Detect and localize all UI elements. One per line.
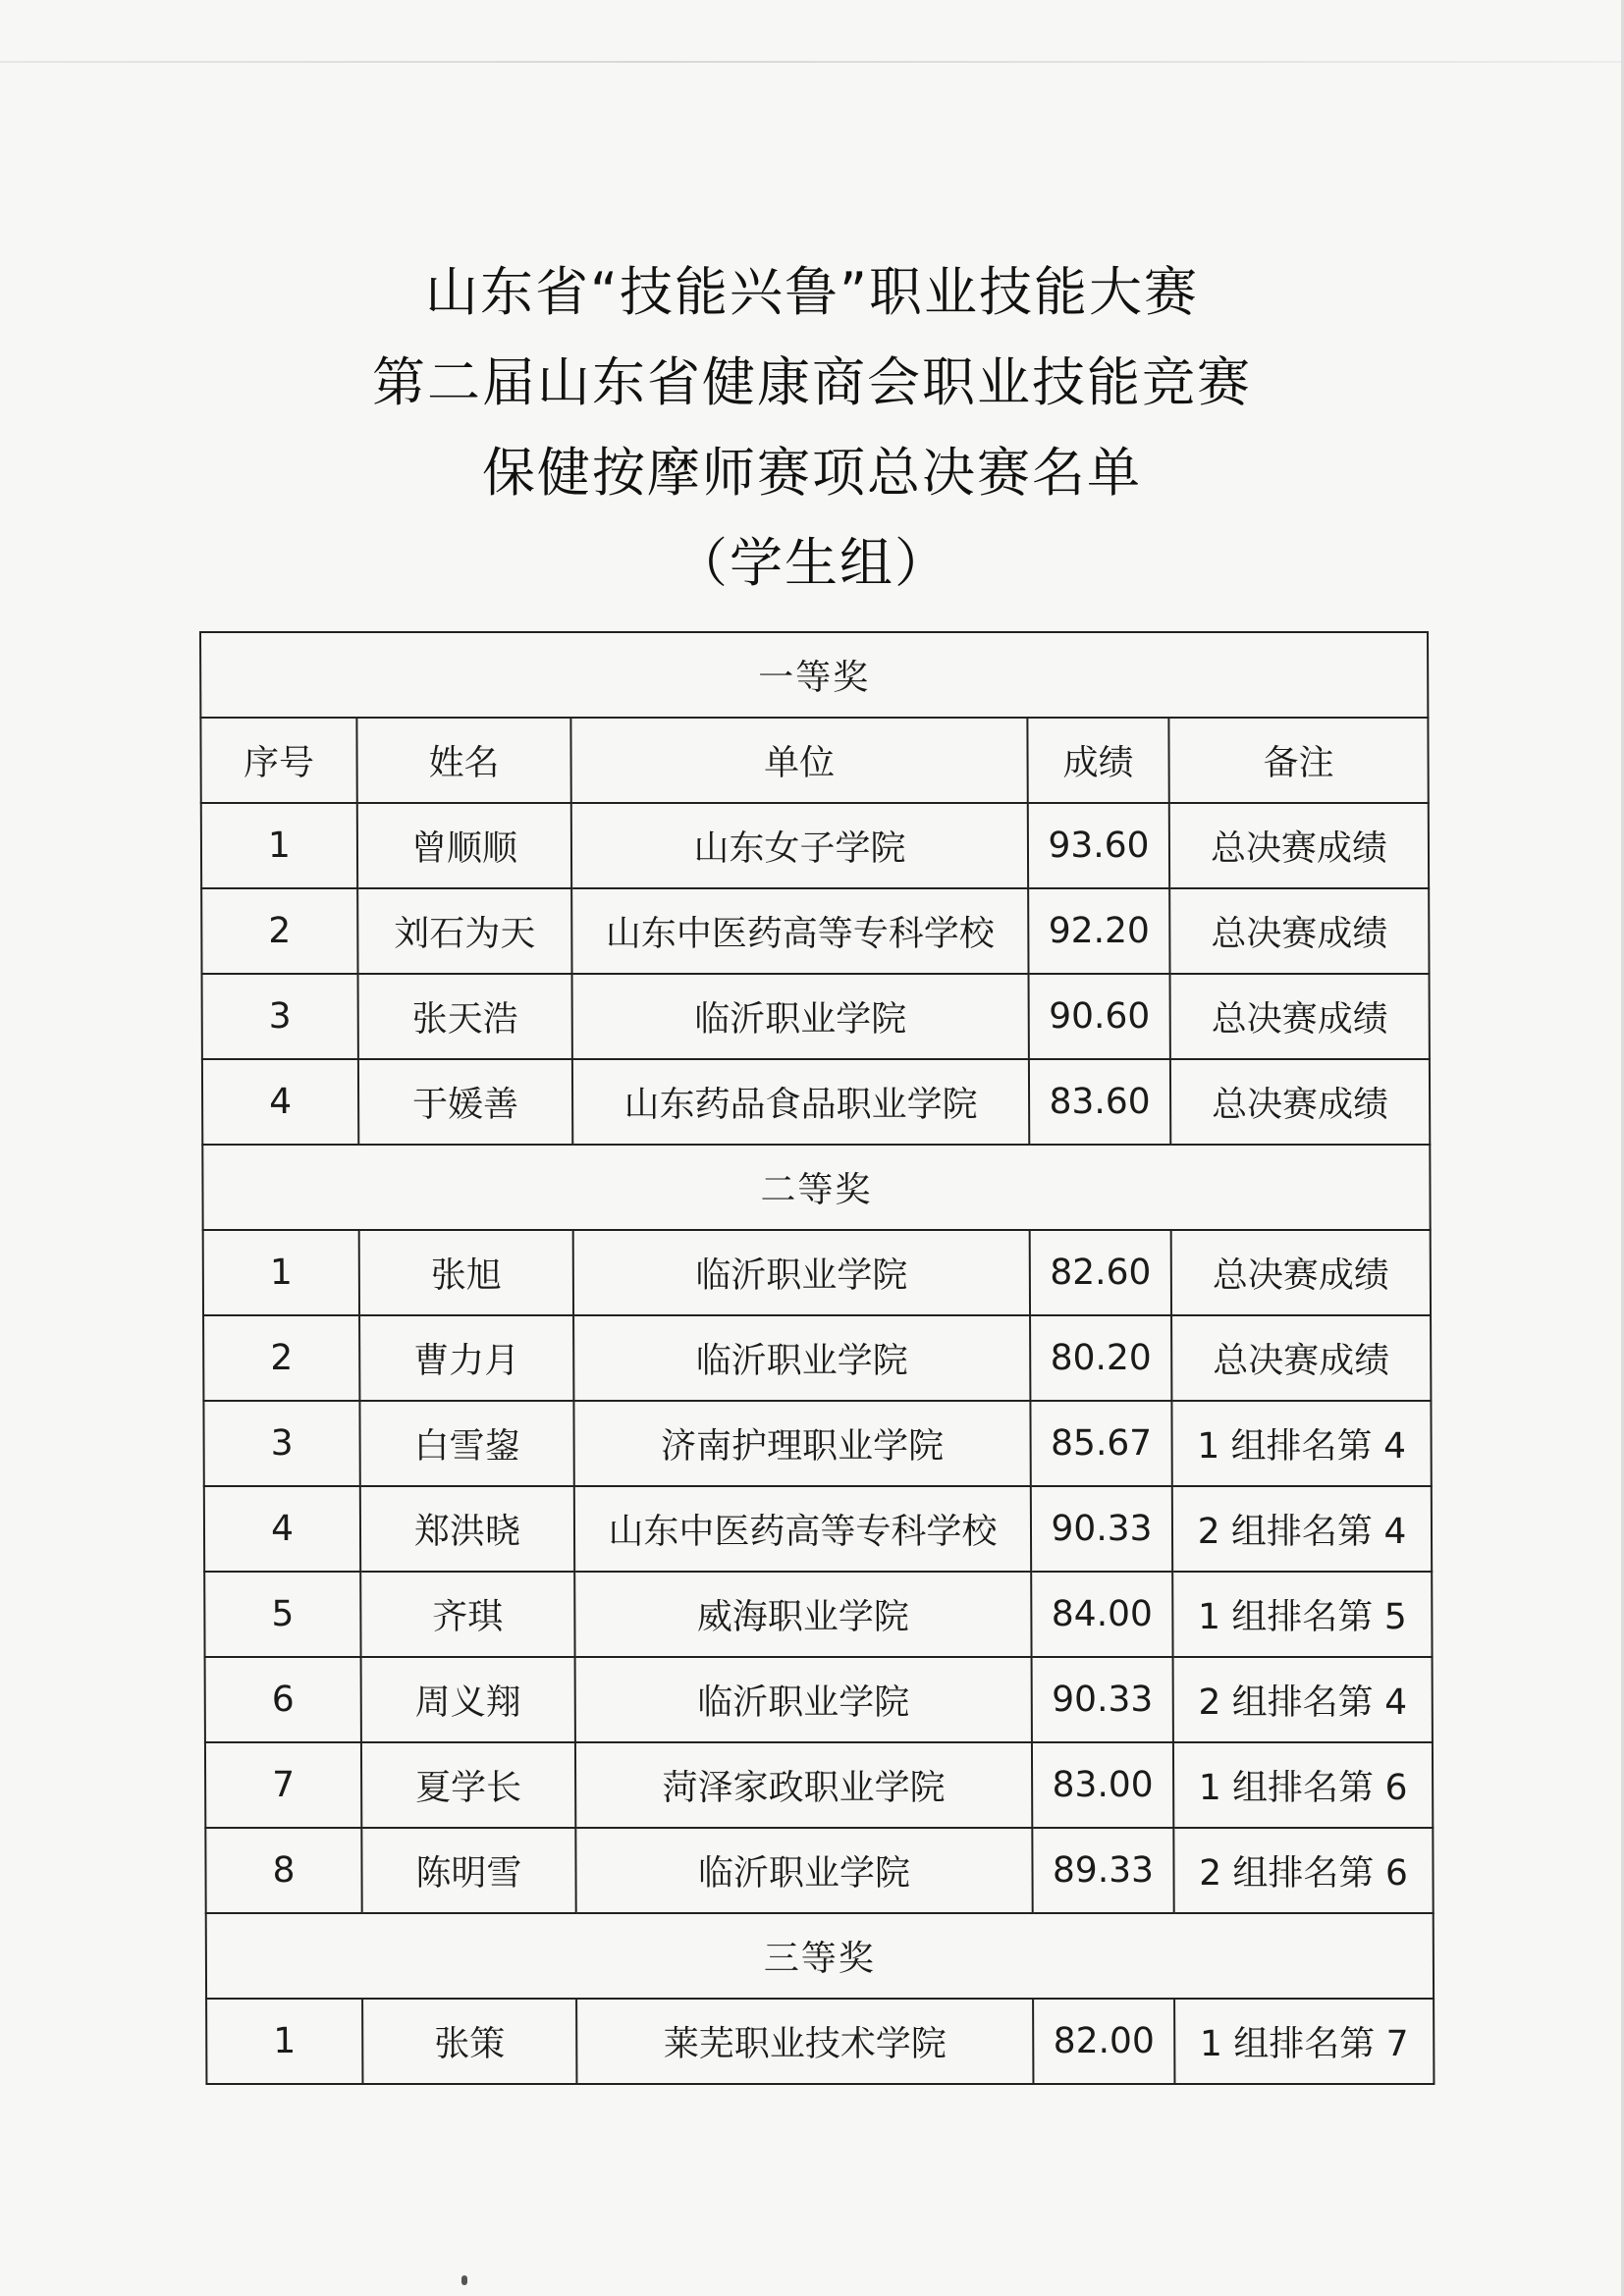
cell-seq: 5: [204, 1572, 360, 1657]
cell-score: 82.00: [1033, 1999, 1174, 2084]
cell-score: 90.33: [1032, 1657, 1173, 1742]
scan-speck: [461, 2275, 467, 2285]
cell-name: 曾顺顺: [357, 803, 571, 888]
tier-row: [202, 1145, 1430, 1230]
cell-remark: 总决赛成绩: [1169, 888, 1429, 974]
cell-seq: 6: [205, 1657, 361, 1742]
cell-name: 曹力月: [359, 1315, 573, 1401]
cell-score: 84.00: [1031, 1572, 1172, 1657]
cell-score: 83.60: [1029, 1059, 1170, 1145]
cell-score: 83.00: [1032, 1742, 1173, 1828]
cell-seq: 1: [203, 1230, 359, 1315]
cell-score: 92.20: [1028, 888, 1169, 974]
cell-name: 齐琪: [360, 1572, 574, 1657]
cell-seq: 7: [205, 1742, 361, 1828]
cell-unit: 莱芜职业技术学院: [576, 1999, 1033, 2084]
cell-score: 80.20: [1030, 1315, 1171, 1401]
cell-remark: 总决赛成绩: [1170, 1059, 1430, 1145]
cell-remark: 总决赛成绩: [1170, 974, 1430, 1059]
cell-score: 90.33: [1031, 1486, 1172, 1572]
tier-row: [200, 632, 1428, 718]
cell-unit: 威海职业学院: [574, 1572, 1031, 1657]
cell-seq: 1: [201, 803, 357, 888]
cell-remark: 总决赛成绩: [1169, 803, 1429, 888]
results-table: [199, 631, 1435, 2085]
cell-name: 于媛善: [358, 1059, 572, 1145]
table-row: [203, 1401, 1431, 1486]
header-row: [200, 718, 1428, 803]
column-header-seq: 序号: [200, 718, 356, 803]
tier-heading: 二等奖: [202, 1145, 1430, 1230]
cell-seq: 2: [201, 888, 357, 974]
cell-score: 90.60: [1029, 974, 1170, 1059]
cell-unit: 临沂职业学院: [575, 1828, 1032, 1913]
scan-edge-top: [0, 61, 1624, 63]
cell-seq: 3: [202, 974, 358, 1059]
column-header-score: 成绩: [1027, 718, 1168, 803]
cell-remark: 2 组排名第 4: [1172, 1486, 1432, 1572]
table-row: [204, 1486, 1432, 1572]
title-line-1: 山东省“技能兴鲁”职业技能大赛: [425, 261, 1199, 323]
table-row: [203, 1230, 1431, 1315]
table-row: [205, 1742, 1433, 1828]
cell-name: 张策: [362, 1999, 576, 2084]
table-row: [206, 1999, 1434, 2084]
table-row: [204, 1572, 1432, 1657]
cell-unit: 山东药品食品职业学院: [572, 1059, 1029, 1145]
cell-seq: 2: [203, 1315, 359, 1401]
cell-remark: 2 组排名第 4: [1173, 1657, 1433, 1742]
cell-seq: 4: [204, 1486, 360, 1572]
cell-remark: 1 组排名第 5: [1172, 1572, 1432, 1657]
table-row: [202, 974, 1430, 1059]
cell-name: 郑洪晓: [360, 1486, 574, 1572]
table-row: [201, 803, 1429, 888]
column-header-remark: 备注: [1168, 718, 1428, 803]
cell-name: 白雪鋆: [359, 1401, 573, 1486]
cell-unit: 山东中医药高等专科学校: [571, 888, 1028, 974]
cell-name: 夏学长: [361, 1742, 575, 1828]
cell-remark: 总决赛成绩: [1171, 1315, 1431, 1401]
cell-score: 82.60: [1030, 1230, 1171, 1315]
cell-seq: 8: [205, 1828, 361, 1913]
column-header-unit: 单位: [570, 718, 1027, 803]
cell-unit: 济南护理职业学院: [573, 1401, 1030, 1486]
cell-unit: 临沂职业学院: [573, 1315, 1030, 1401]
cell-remark: 1 组排名第 7: [1174, 1999, 1434, 2084]
cell-unit: 临沂职业学院: [572, 974, 1029, 1059]
title-line-2: 第二届山东省健康商会职业技能竞赛: [372, 351, 1252, 413]
tier-heading: 三等奖: [206, 1913, 1434, 1999]
cell-name: 张旭: [359, 1230, 573, 1315]
cell-seq: 4: [202, 1059, 358, 1145]
table-row: [203, 1315, 1431, 1401]
cell-name: 刘石为天: [357, 888, 571, 974]
document-title: [0, 247, 1624, 609]
cell-name: 张天浩: [358, 974, 572, 1059]
table-row: [202, 1059, 1430, 1145]
table-row: [205, 1657, 1433, 1742]
cell-name: 陈明雪: [361, 1828, 575, 1913]
tier-row: [206, 1913, 1434, 1999]
cell-name: 周义翔: [361, 1657, 575, 1742]
title-line-3: 保健按摩师赛项总决赛名单: [482, 442, 1142, 504]
cell-unit: 临沂职业学院: [575, 1657, 1032, 1742]
title-line-4: （学生组）: [675, 532, 949, 594]
cell-score: 85.67: [1030, 1401, 1171, 1486]
column-header-name: 姓名: [356, 718, 570, 803]
cell-remark: 总决赛成绩: [1171, 1230, 1431, 1315]
cell-score: 89.33: [1032, 1828, 1173, 1913]
cell-remark: 2 组排名第 6: [1173, 1828, 1433, 1913]
cell-unit: 临沂职业学院: [573, 1230, 1030, 1315]
cell-remark: 1 组排名第 4: [1171, 1401, 1431, 1486]
cell-unit: 山东中医药高等专科学校: [574, 1486, 1031, 1572]
cell-seq: 1: [206, 1999, 362, 2084]
cell-remark: 1 组排名第 6: [1173, 1742, 1433, 1828]
cell-score: 93.60: [1028, 803, 1169, 888]
cell-seq: 3: [203, 1401, 359, 1486]
table-row: [205, 1828, 1433, 1913]
table-row: [201, 888, 1429, 974]
cell-unit: 菏泽家政职业学院: [575, 1742, 1032, 1828]
tier-heading: 一等奖: [200, 632, 1428, 718]
cell-unit: 山东女子学院: [571, 803, 1028, 888]
results-table-body: [200, 632, 1434, 2084]
